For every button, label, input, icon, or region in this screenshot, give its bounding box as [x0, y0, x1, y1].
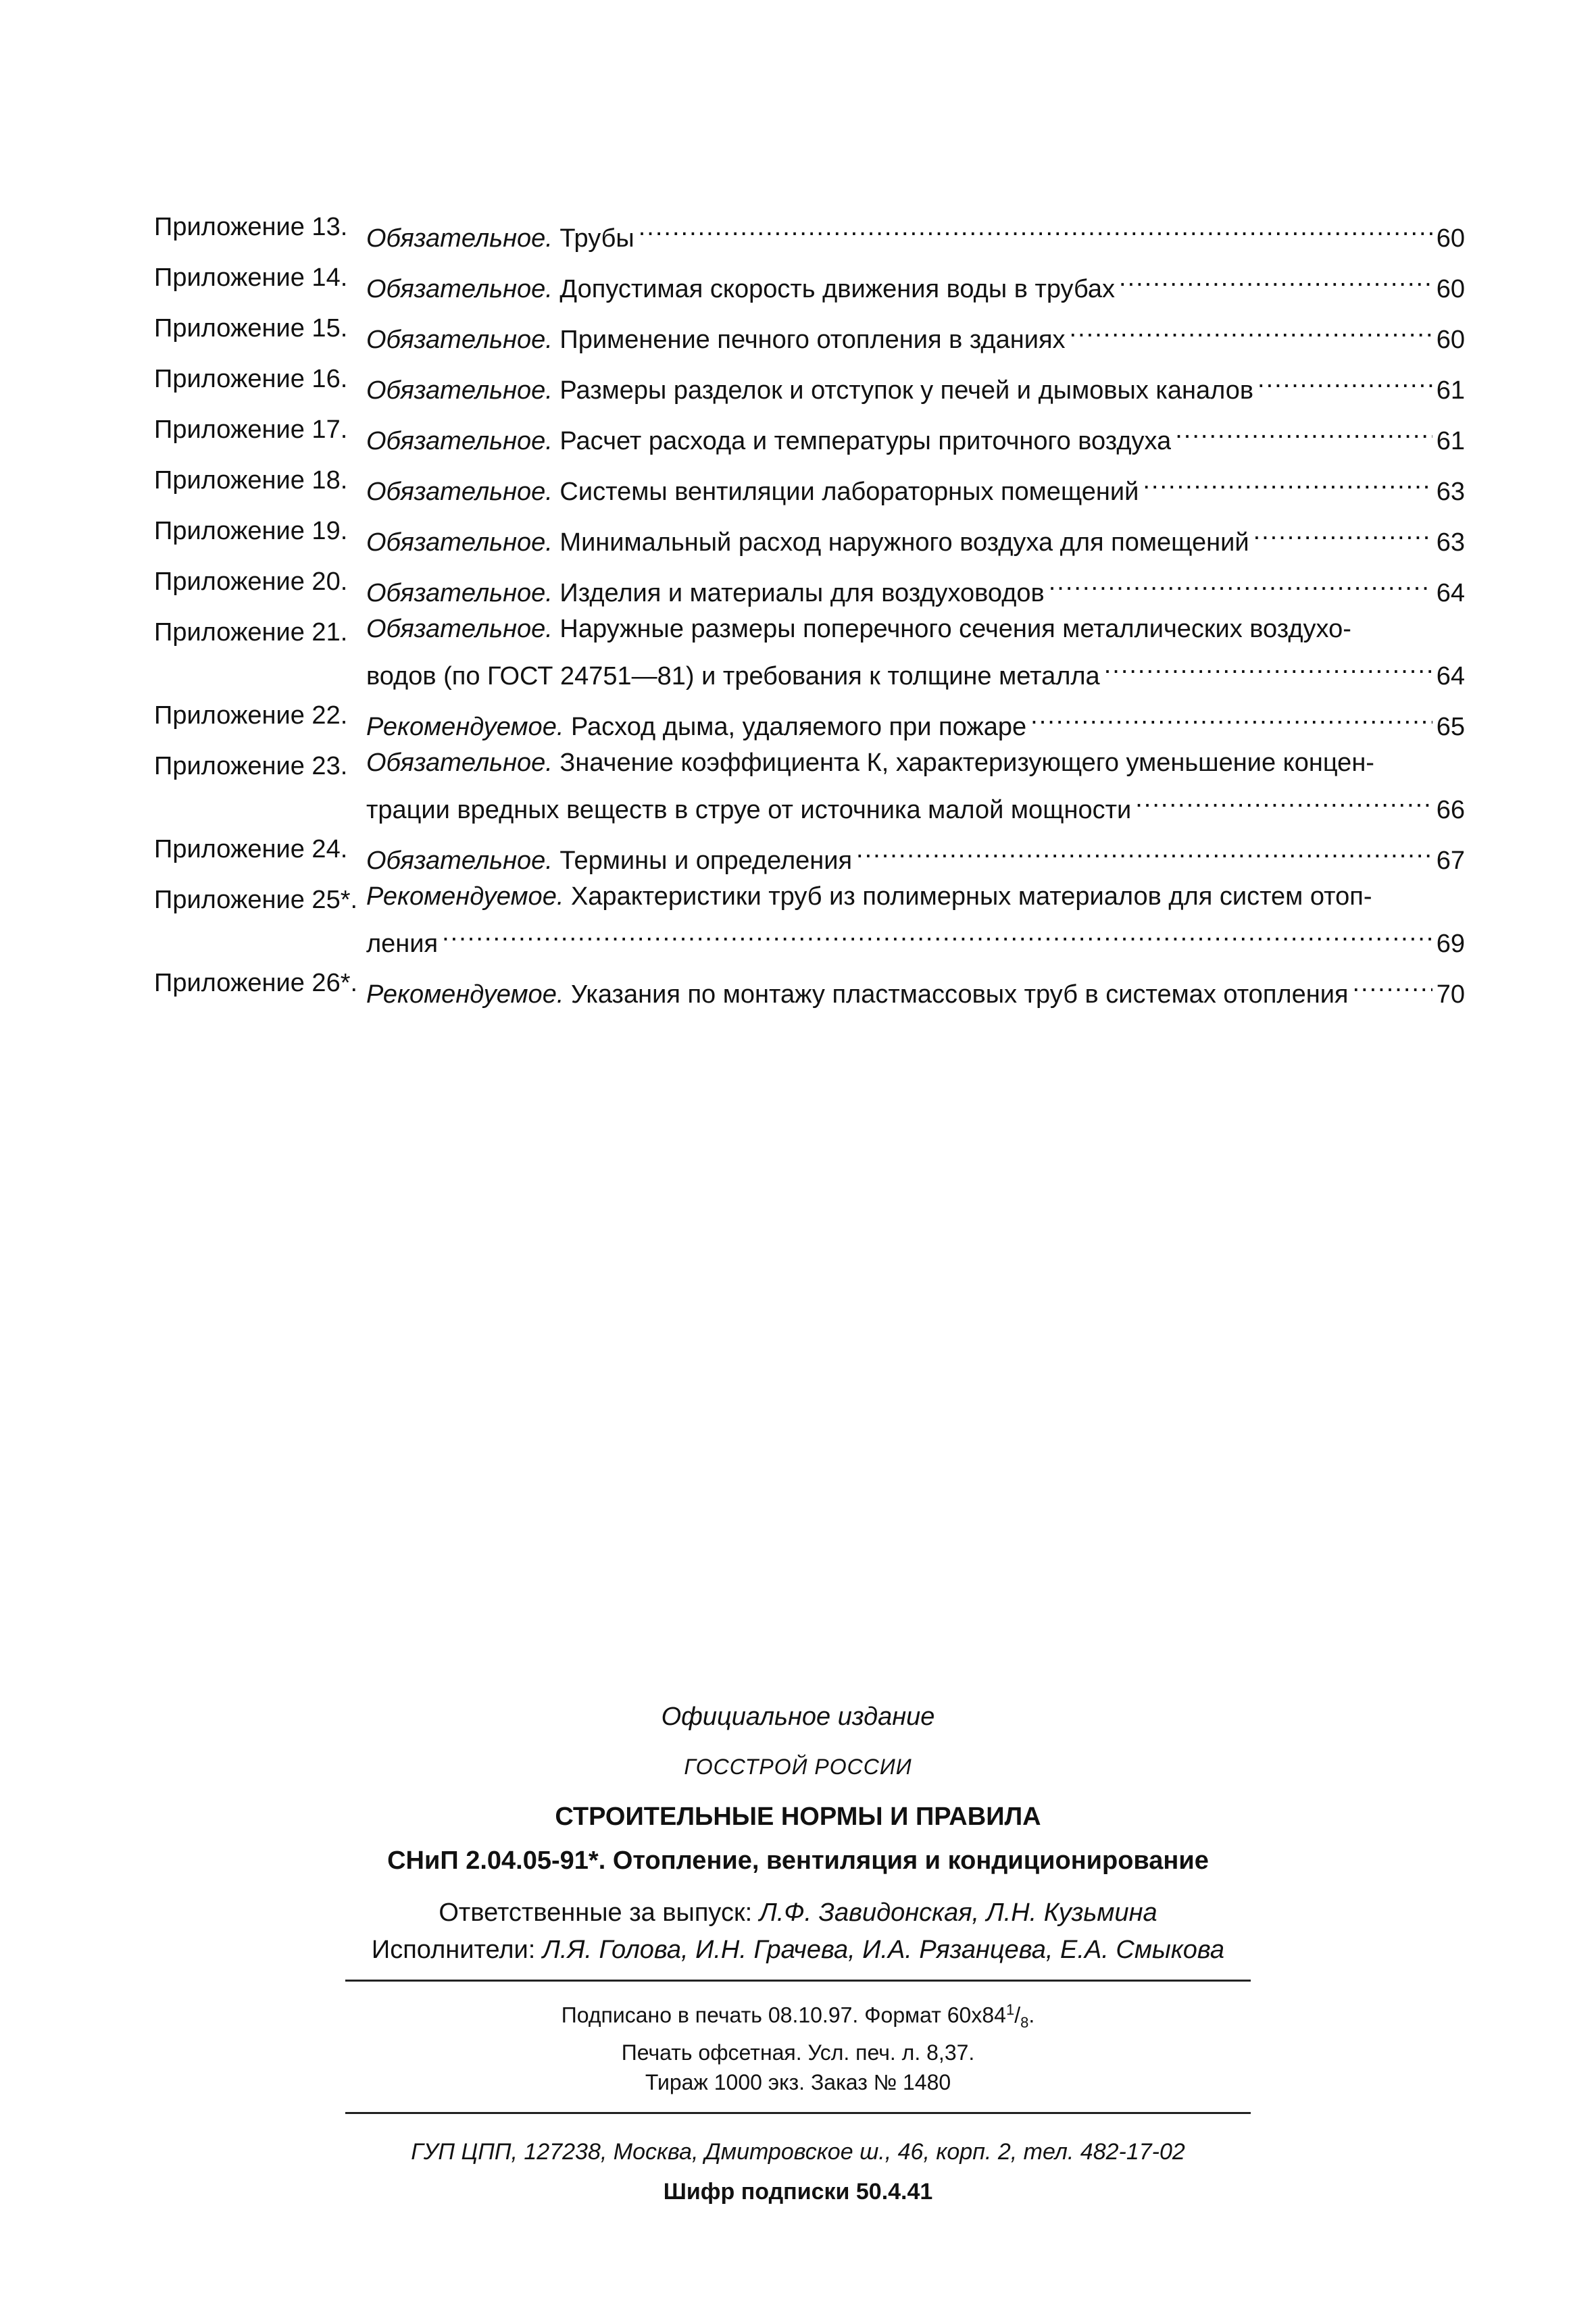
toc-dot-leader: [1353, 963, 1432, 1003]
toc-entry: [154, 359, 1465, 410]
toc-entry: [154, 696, 1465, 747]
toc-entry-text: [366, 258, 1465, 309]
toc-dot-leader: [1175, 410, 1432, 449]
print-line-3: Тираж 1000 экз. Заказ № 1480: [645, 2070, 951, 2095]
print-line-1: Подписано в печать 08.10.97. Формат $60х84^1/_8$.: [561, 2001, 1035, 2032]
toc-dot-leader: [1143, 461, 1432, 500]
print-format: Подписано в печать 08.10.97. Формат 60х84: [561, 2003, 1006, 2028]
toc-entry-title: Изделия и материалы для воздуховодов: [559, 579, 1045, 607]
toc-entry: [154, 410, 1465, 461]
toc-entry-prefix: Приложение 23.: [154, 752, 348, 780]
toc-entry-prefix: Приложение 21.: [154, 618, 348, 647]
toc-entry-text: [366, 410, 1465, 461]
toc-entry-text: [366, 963, 1465, 1014]
toc-page-number: 61: [1436, 427, 1465, 455]
toc-dot-leader: [442, 913, 1432, 952]
toc-dot-leader: [1257, 359, 1432, 399]
toc-entry: [154, 747, 1465, 830]
responsible-names: Л.Ф. Завидонская, Л.Н. Кузьмина: [759, 1898, 1157, 1927]
executors-label: Исполнители:: [371, 1936, 536, 1964]
toc-page-number: 60: [1436, 326, 1465, 354]
toc-entry: [154, 562, 1465, 613]
toc-entry-title: Минимальный расход наружного воздуха для помещений: [559, 528, 1249, 557]
toc-entry-status: Обязательное.: [366, 224, 553, 253]
toc-entry-title: Системы вентиляции лабораторных помещений: [559, 478, 1139, 506]
toc-entry-status: Рекомендуемое.: [366, 713, 564, 741]
toc-entry-title: Расчет расхода и температуры приточного воздуха: [559, 427, 1172, 455]
toc-page-number: 64: [1436, 579, 1465, 607]
toc-entry-text: [366, 309, 1465, 359]
toc-entry-title: Размеры разделок и отступок у печей и дымовых каналов: [559, 376, 1254, 405]
toc-dot-leader: [1253, 511, 1432, 551]
toc-page-number: 64: [1436, 662, 1465, 690]
toc-entry-title: Трубы: [559, 224, 634, 253]
toc-entry-status: Обязательное.: [366, 749, 553, 777]
toc-entry-line: [366, 830, 1465, 880]
toc-entry-line: [366, 963, 1465, 1014]
toc-page-number: 65: [1436, 713, 1465, 741]
executors-names: Л.Я. Голова, И.Н. Грачева, И.А. Рязанцева, Е.А. Смыкова: [542, 1936, 1225, 1964]
toc-dot-leader: [1104, 645, 1432, 684]
toc-dot-leader: [1030, 696, 1432, 735]
toc-entry-text: [366, 830, 1465, 880]
toc-entry-text: [366, 696, 1465, 747]
print-format-end: .: [1028, 2003, 1035, 2028]
toc-entry-prefix: Приложение 15.: [154, 314, 348, 343]
toc-entry-line: [366, 562, 1465, 613]
toc-entry: [154, 880, 1465, 963]
toc-entry-prefix: Приложение 22.: [154, 701, 348, 730]
toc-entry-prefix: Приложение 16.: [154, 365, 348, 393]
toc-entry-prefix: Приложение 17.: [154, 416, 348, 444]
toc-entry-title: Допустимая скорость движения воды в трубах: [559, 275, 1116, 303]
toc-entry-status: Обязательное.: [366, 847, 553, 875]
print-line-2: Печать офсетная. Усл. печ. л. 8,37.: [621, 2040, 975, 2065]
toc-entry-line: [366, 645, 1465, 696]
toc-entry-line: [366, 613, 1465, 645]
toc-entry-line: [366, 779, 1465, 830]
document-title: СНиП 2.04.05-91*. Отопление, вентиляция и кондиционирование: [387, 1846, 1209, 1875]
toc-page-number: 67: [1436, 847, 1465, 875]
toc-entry-line: [366, 880, 1465, 913]
toc-entry: [154, 309, 1465, 359]
executors-line: [0, 1936, 1596, 1965]
toc-entry-text: [366, 880, 1465, 963]
toc-entry-status: Обязательное.: [366, 275, 553, 303]
toc-entry-line: [366, 258, 1465, 309]
toc-entry: [154, 258, 1465, 309]
toc-entry-title: Расход дыма, удаляемого при пожаре: [570, 713, 1027, 741]
toc-entry-status: Рекомендуемое.: [366, 980, 564, 1009]
toc-entry-line: [366, 461, 1465, 511]
toc-entry-status: Обязательное.: [366, 579, 553, 607]
table-of-contents: [154, 207, 1465, 1014]
toc-entry-text: [366, 511, 1465, 562]
toc-entry-line: [366, 747, 1465, 779]
toc-entry-text: [366, 461, 1465, 511]
toc-page-number: 60: [1436, 275, 1465, 303]
toc-page-number: 66: [1436, 796, 1465, 824]
toc-entry-status: Обязательное.: [366, 376, 553, 405]
toc-entry-line: [366, 511, 1465, 562]
toc-page-number: 60: [1436, 224, 1465, 253]
toc-dot-leader: [1119, 258, 1432, 297]
toc-entry-status: Обязательное.: [366, 427, 553, 455]
toc-entry-prefix: Приложение 25*.: [154, 886, 358, 914]
toc-entry-title: Термины и определения: [559, 847, 853, 875]
toc-page-number: 61: [1436, 376, 1465, 405]
toc-entry: [154, 613, 1465, 696]
toc-entry-line: [366, 410, 1465, 461]
toc-entry-text: [366, 359, 1465, 410]
responsible-label: Ответственные за выпуск:: [439, 1898, 753, 1927]
toc-entry-title: ления: [366, 930, 439, 958]
toc-entry-title: Значение коэффициента К, характеризующего уменьшение концен-: [559, 749, 1374, 777]
toc-entry: [154, 830, 1465, 880]
toc-entry-prefix: Приложение 13.: [154, 213, 348, 241]
toc-entry-prefix: Приложение 26*.: [154, 969, 358, 997]
toc-entry-title: водов (по ГОСТ 24751—81) и требования к толщине металла: [366, 662, 1100, 690]
toc-entry-status: Обязательное.: [366, 615, 553, 643]
toc-entry-text: [366, 562, 1465, 613]
format-fraction-den: 8: [1020, 2014, 1029, 2032]
toc-page-number: 70: [1436, 980, 1465, 1009]
toc-entry-title: трации вредных веществ в струе от источника малой мощности: [366, 796, 1132, 824]
toc-dot-leader: [1049, 562, 1432, 601]
toc-dot-leader: [639, 207, 1432, 247]
toc-entry-text: [366, 207, 1465, 258]
toc-entry-title: Указания по монтажу пластмассовых труб в системах отопления: [570, 980, 1349, 1009]
agency: ГОССТРОЙ РОССИИ: [684, 1755, 912, 1779]
publisher-address: ГУП ЦПП, 127238, Москва, Дмитровское ш., 46, корп. 2, тел. 482-17-02: [411, 2139, 1185, 2165]
format-fraction-num: 1: [1005, 2001, 1015, 2018]
toc-dot-leader: [1135, 779, 1432, 818]
toc-entry-line: [366, 696, 1465, 747]
toc-page-number: 69: [1436, 930, 1465, 958]
official-edition: Официальное издание: [661, 1703, 935, 1731]
toc-entry-text: [366, 747, 1465, 830]
responsible-line: [0, 1898, 1596, 1928]
toc-entry: [154, 461, 1465, 511]
toc-entry-status: Обязательное.: [366, 478, 553, 506]
series-title: СТРОИТЕЛЬНЫЕ НОРМЫ И ПРАВИЛА: [555, 1803, 1041, 1831]
colophon: [0, 1703, 1596, 2205]
toc-entry-prefix: Приложение 14.: [154, 263, 348, 292]
toc-entry: [154, 207, 1465, 258]
toc-entry-text: [366, 613, 1465, 696]
toc-entry-line: [366, 309, 1465, 359]
toc-entry-status: Обязательное.: [366, 326, 553, 354]
toc-entry: [154, 963, 1465, 1014]
toc-entry-prefix: Приложение 18.: [154, 466, 348, 495]
toc-entry-line: [366, 359, 1465, 410]
toc-entry-title: Наружные размеры поперечного сечения металлических воздухо-: [559, 615, 1351, 643]
toc-entry-prefix: Приложение 24.: [154, 835, 348, 863]
toc-entry-line: [366, 913, 1465, 963]
toc-page-number: 63: [1436, 528, 1465, 557]
toc-entry-line: [366, 207, 1465, 258]
toc-entry-prefix: Приложение 19.: [154, 517, 348, 545]
subscription-code: Шифр подписки 50.4.41: [663, 2179, 933, 2205]
toc-dot-leader: [856, 830, 1432, 869]
toc-entry-title: Характеристики труб из полимерных материалов для систем отоп-: [570, 882, 1372, 911]
toc-entry-status: Рекомендуемое.: [366, 882, 564, 911]
toc-dot-leader: [1070, 309, 1432, 348]
toc-entry-prefix: Приложение 20.: [154, 568, 348, 596]
toc-entry: [154, 511, 1465, 562]
toc-page-number: 63: [1436, 478, 1465, 506]
toc-entry-title: Применение печного отопления в зданиях: [559, 326, 1066, 354]
toc-entry-status: Обязательное.: [366, 528, 553, 557]
